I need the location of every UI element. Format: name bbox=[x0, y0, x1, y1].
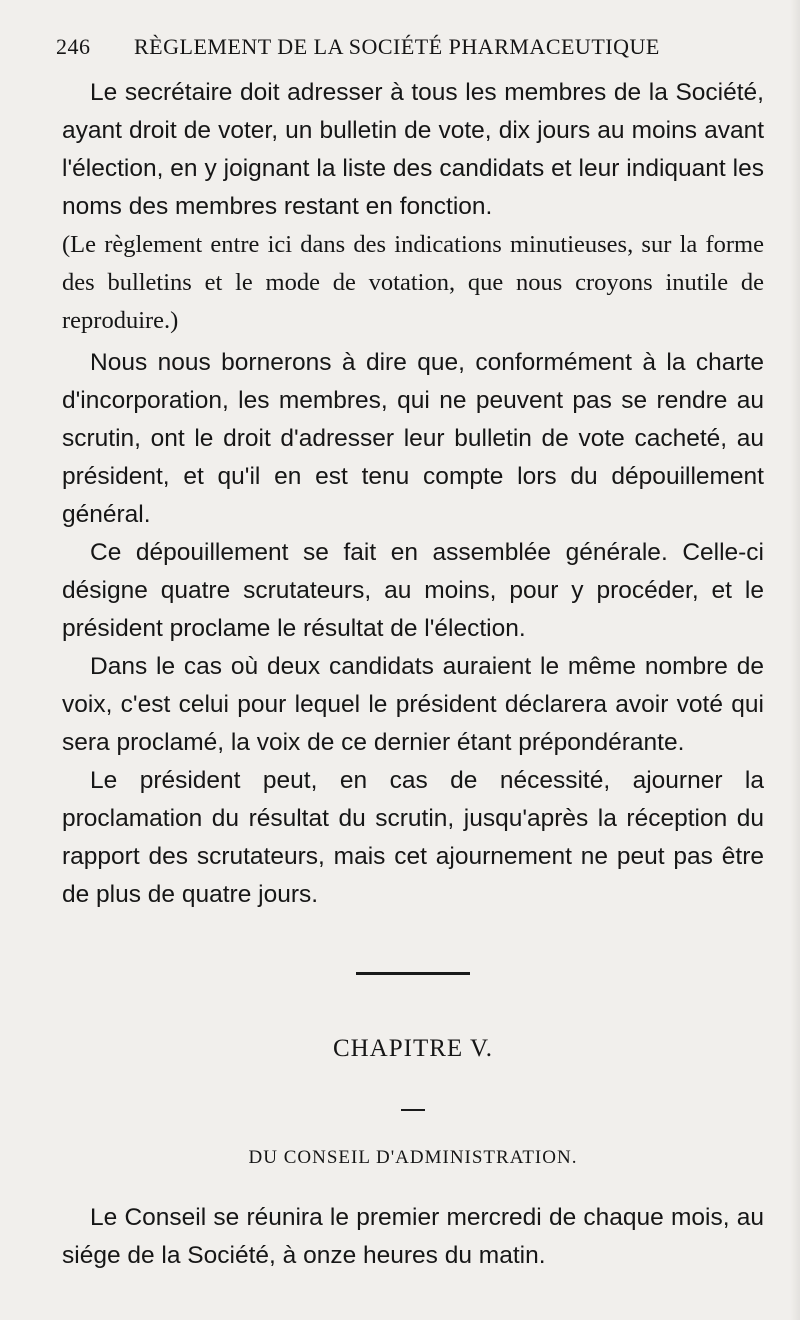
paragraph-counting: Ce dépouillement se fait en assemblée générale. Celle-ci désigne quatre scrutateurs, au moins, pour y procéder, et le président proclame le résultat de l'élection. bbox=[62, 539, 764, 642]
running-head bbox=[56, 34, 764, 74]
page-edge-shadow bbox=[790, 0, 800, 1320]
paragraph-council: Le Conseil se réunira le premier mercredi de chaque mois, au siége de la Société, à onze heures du matin. bbox=[62, 1204, 764, 1269]
paragraph-charter: Nous nous bornerons à dire que, conformément à la charte d'incorporation, les membres, qui ne peuvent pas se rendre au scrutin, ont le droit d'adresser leur bulletin de vote cacheté, au président, et qu'il en est tenu compte lors du dépouillement général. bbox=[62, 349, 764, 528]
closing-text bbox=[62, 1199, 764, 1275]
section-separator bbox=[356, 972, 470, 975]
paragraph-secretary: Le secrétaire doit adresser à tous les membres de la Société, ayant droit de voter, un bulletin de vote, dix jours au moins avant l'élection, en y joignant la liste des candidats et leur indiquant les noms des membres restant en fonction. bbox=[62, 79, 764, 220]
chapter-title: CHAPITRE V. bbox=[332, 1035, 494, 1062]
paragraph-tie: Dans le cas où deux candidats auraient le même nombre de voix, c'est celui pour lequel le président déclarera avoir voté qui sera proclamé, la voix de ce dernier étant prépondérante. bbox=[62, 653, 764, 756]
small-rule bbox=[401, 1109, 425, 1111]
page-number: 246 bbox=[56, 34, 91, 59]
body-text bbox=[62, 74, 764, 914]
chapter-subtitle: DU CONSEIL D'ADMINISTRATION. bbox=[248, 1147, 578, 1168]
running-title: RÈGLEMENT DE LA SOCIÉTÉ PHARMACEUTIQUE bbox=[134, 34, 660, 59]
paragraph-adjournment: Le président peut, en cas de nécessité, ajourner la proclamation du résultat du scrutin, jusqu'après la réception du rapport des scrutateurs, mais cet ajournement ne peut pas être de plus de quatre jours. bbox=[62, 767, 764, 908]
editorial-note: (Le règlement entre ici dans des indications minutieuses, sur la forme des bulletins et le mode de votation, que nous croyons inutile de reproduire.) bbox=[62, 231, 764, 334]
